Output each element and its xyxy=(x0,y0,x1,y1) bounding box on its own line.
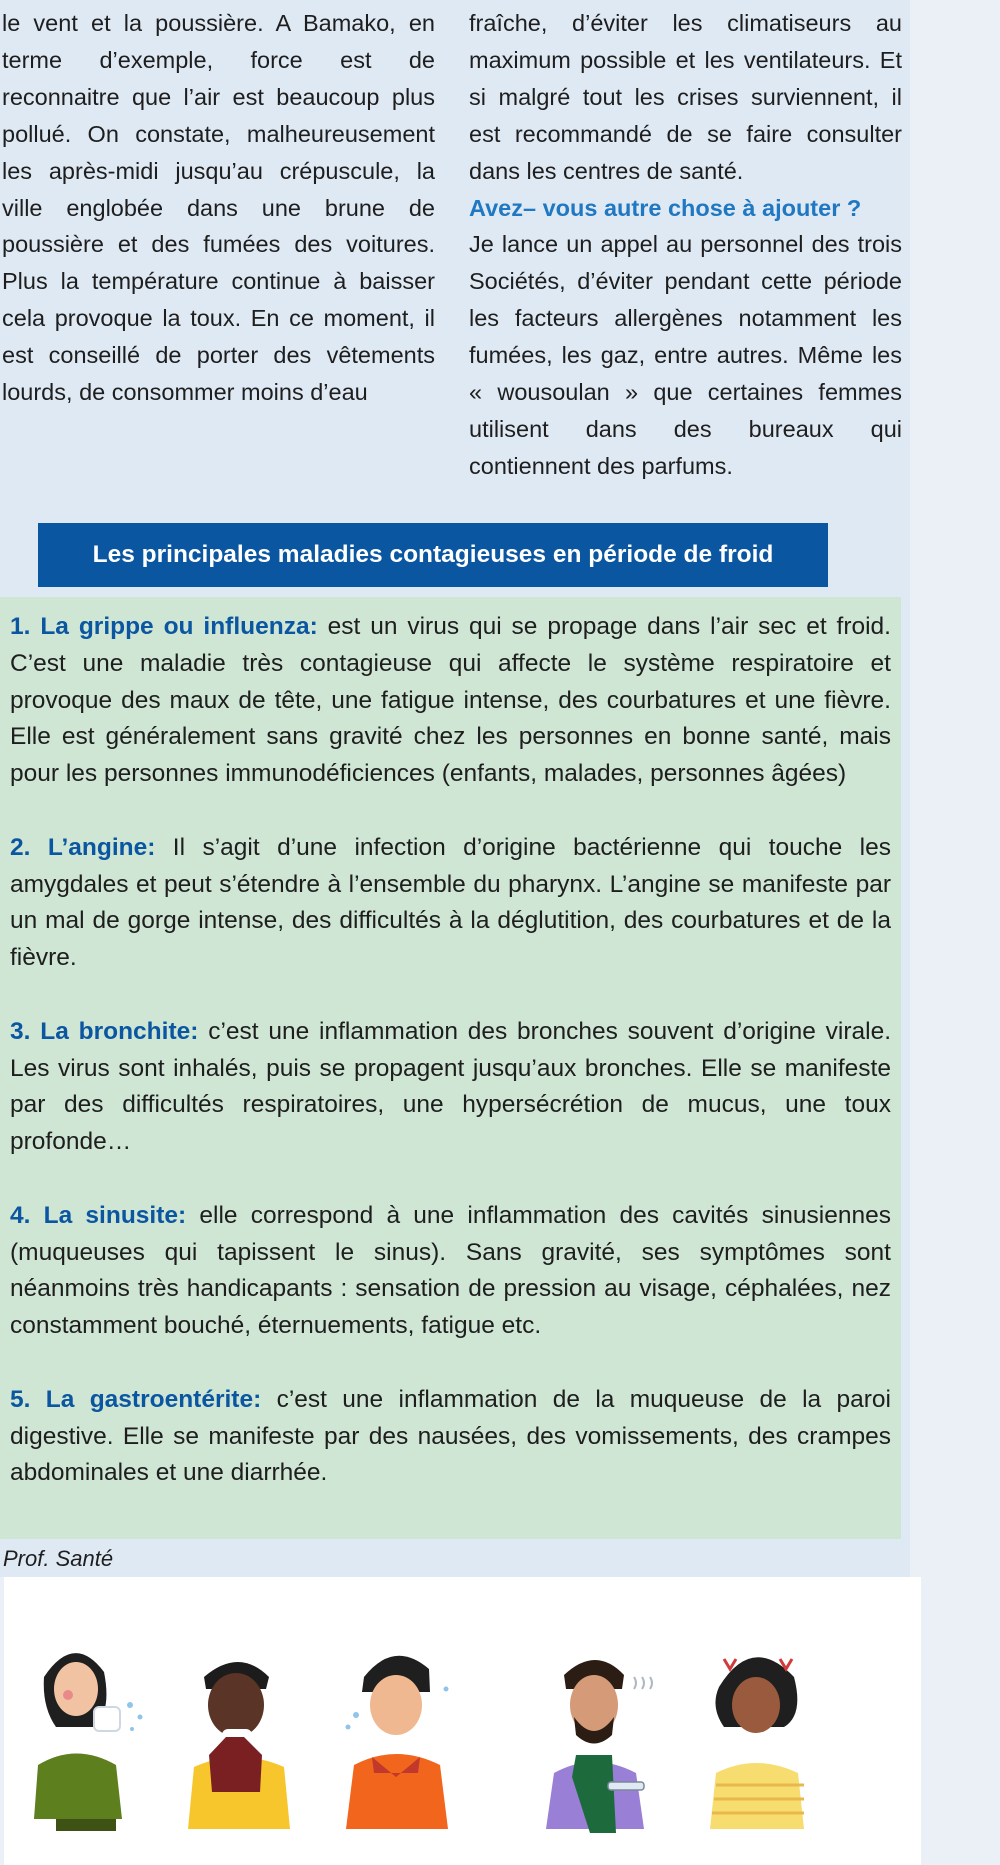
disease-text: elle correspond à une inflammation des cavités sinusiennes (muqueuses qui tapissent le sinus). Sans gravité, ses symptômes sont néanmoins très handicapants : sensation de pression au visage, céphalées, nez constamment bouché, éternuements, fatigue etc. xyxy=(10,1201,891,1340)
disease-text: c’est une inflammation de la muqueuse de la paroi digestive. Elle se manifeste par des nausées, des vomissements, des crampes abdominales et une diarrhée. xyxy=(10,1385,891,1487)
interview-column-left xyxy=(2,5,435,411)
sick-people-illustration xyxy=(4,1577,921,1865)
disease-title: 4. La sinusite: xyxy=(10,1201,187,1229)
diseases-list xyxy=(0,597,901,1539)
disease-item xyxy=(10,609,891,793)
disease-text: est un virus qui se propage dans l’air sec et froid. C’est une maladie très contagieuse qui affecte le système respiratoire et provoque des maux de tête, une fatigue intense, des courbatures et une fièvre. Elle est généralement sans gravité chez les personnes en bonne santé, mais pour les personnes immunodéficiences (enfants, malades, personnes âgées) xyxy=(10,613,891,788)
diseases-banner-title: Les principales maladies contagieuses en période de froid xyxy=(92,541,774,568)
sick-man-figure xyxy=(188,1662,290,1829)
diseases-banner xyxy=(38,523,828,587)
interview-column-right xyxy=(469,5,902,485)
disease-title: 2. L’angine: xyxy=(10,833,156,861)
sneezing-woman-figure xyxy=(34,1653,143,1831)
disease-text: Il s’agit d’une infection d’origine bactérienne qui touche les amygdales et peut s’étendre à l’ensemble du pharynx. L’angine se manifeste par un mal de gorge intense, des difficultés à la déglutition, des courbatures et de la fièvre. xyxy=(10,833,891,972)
feverish-man-figure xyxy=(546,1660,652,1833)
disease-item xyxy=(10,1198,891,1345)
interview-text-continued: fraîche, d’éviter les climatiseurs au maximum possible et les ventilateurs. Et si malgré tout les crises surviennent, il est recommandé de se faire consulter dans les centres de santé. xyxy=(469,10,902,184)
disease-title: 5. La gastroentérite: xyxy=(10,1385,262,1413)
author-signature: Prof. Santé xyxy=(3,1546,114,1571)
interview-answer: Je lance un appel au personnel des trois Sociétés, d’éviter pendant cette période les facteurs allergènes notamment les fumées, les gaz, entre autres. Même les « wousoulan » que certaines femmes utilisent dans des bureaux qui contiennent des parfums. xyxy=(469,231,902,479)
illustration-svg xyxy=(4,1577,921,1865)
disease-text: c’est une inflammation des bronches souvent d’origine virale. Les virus sont inhalés, puis se propagent jusqu’aux bronches. Elle se manifeste par des difficultés respiratoires, une hypersécrétion de mucus, une toux profonde… xyxy=(10,1017,891,1156)
disease-title: 3. La bronchite: xyxy=(10,1017,199,1045)
coughing-man-figure xyxy=(346,1656,449,1829)
interview-text-left: le vent et la poussière. A Bamako, en terme d’exemple, force est de reconnaitre que l’air est beaucoup plus pollué. On constate, malheureusement les après-midi jusqu’au crépuscule, la ville englobée dans une brune de poussière et des fumées des voitures. Plus la température continue à baisser cela provoque la toux. En ce moment, il est conseillé de porter des vêtements lourds, de consommer moins d’eau xyxy=(2,10,435,406)
disease-item xyxy=(10,830,891,977)
disease-title: 1. La grippe ou influenza: xyxy=(10,613,318,640)
headache-woman-figure xyxy=(710,1657,804,1829)
interview-question: Avez– vous autre chose à ajouter ? xyxy=(469,194,862,221)
disease-item xyxy=(10,1014,891,1161)
disease-item xyxy=(10,1382,891,1492)
